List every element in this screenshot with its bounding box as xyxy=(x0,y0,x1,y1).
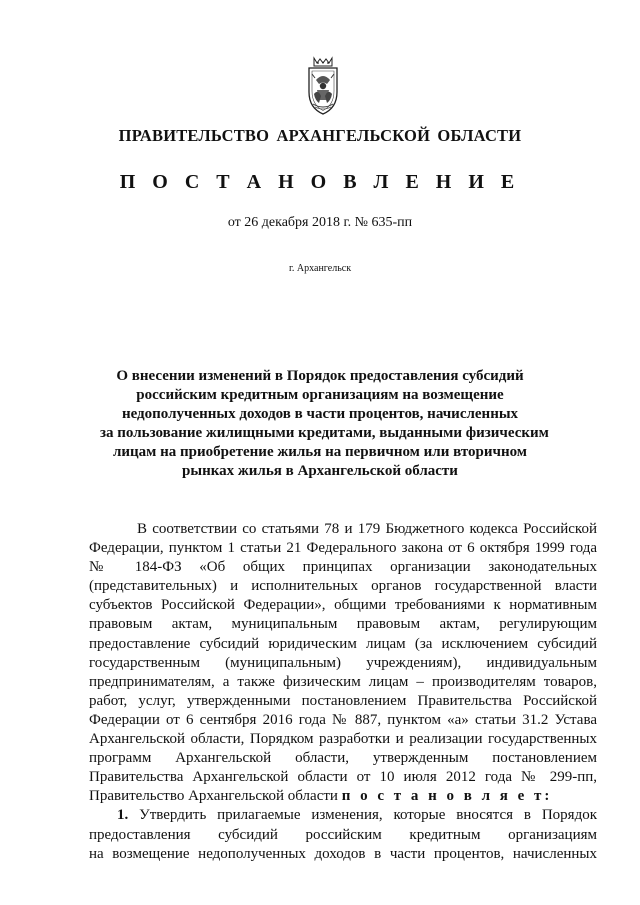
body-line: Архангельской области, Порядком разработки и реализации государственных xyxy=(89,731,597,748)
document-body xyxy=(89,520,597,864)
body-line: № 184-ФЗ «Об общих принципах организации законодательных xyxy=(89,559,597,576)
resolves-colon: : xyxy=(544,788,550,805)
document-type: П О С Т А Н О В Л Е Н И Е xyxy=(119,171,521,193)
title-line: О внесении изменений в Порядок предоставления субсидий xyxy=(116,368,524,384)
body-line: программ Архангельской области, утвержденным постановлением xyxy=(89,750,597,767)
body-line: государственным (муниципальным) учреждениям), индивидуальным xyxy=(89,654,597,671)
title-line: недополученных доходов в части процентов, начисленных xyxy=(121,406,519,422)
item1-line xyxy=(89,806,597,825)
government-name: ПРАВИТЕЛЬСТВО АРХАНГЕЛЬСКОЙ ОБЛАСТИ xyxy=(118,126,522,145)
body-line: правовым актам, муниципальным правовым актам, регулирующим xyxy=(89,616,597,633)
body-line: (представительных) и исполнительных органов государственной власти xyxy=(89,578,597,595)
title-line: рынках жилья в Архангельской области xyxy=(182,463,458,479)
body-line: предоставления субсидий российским кредитным организациям xyxy=(89,826,597,843)
body-line: Федерации от 6 сентября 2016 года № 887, пунктом «а» статьи 31.2 Устава xyxy=(89,711,597,728)
item1-number: 1. xyxy=(117,807,129,824)
title-line: лицам на приобретение жилья на первичном или вторичном xyxy=(112,444,528,460)
city-name: г. Архангельск xyxy=(288,263,352,274)
body-line: на возмещение недополученных доходов в части процентов, начисленных xyxy=(89,845,597,862)
body-line: предоставление субсидий юридическим лицам (за исключением субсидий xyxy=(89,635,597,652)
document-title xyxy=(100,367,549,481)
body-line: субъектов Российской Федерации», общими требованиями к нормативным xyxy=(89,597,597,614)
body-line: работ, услуг, утвержденными постановлением Правительства Российской xyxy=(89,692,597,709)
title-line: российским кредитным организациям на возмещение xyxy=(136,387,504,403)
resolution-prefix: Правительство Архангельской области xyxy=(89,788,342,805)
body-line: Федерации, пунктом 1 статьи 21 Федерального закона от 6 октября 1999 года xyxy=(89,540,597,557)
body-line: В соответствии со статьями 78 и 179 Бюджетного кодекса Российской xyxy=(137,521,597,537)
item1-text: Утвердить прилагаемые изменения, которые вносятся в Порядок xyxy=(139,807,597,824)
body-line: предпринимателям, а также физическим лицам – производителям товаров, xyxy=(89,673,597,690)
resolution-line xyxy=(89,787,597,806)
arkhangelsk-coat-of-arms-icon xyxy=(303,56,343,118)
date-and-number: от 26 декабря 2018 г. № 635-пп xyxy=(227,215,413,230)
title-line: за пользование жилищными кредитами, выданными физическим xyxy=(100,425,549,441)
resolves-word: п о с т а н о в л я е т xyxy=(341,788,545,805)
body-line: Правительства Архангельской области от 10 июля 2012 года № 299-пп, xyxy=(89,769,597,786)
